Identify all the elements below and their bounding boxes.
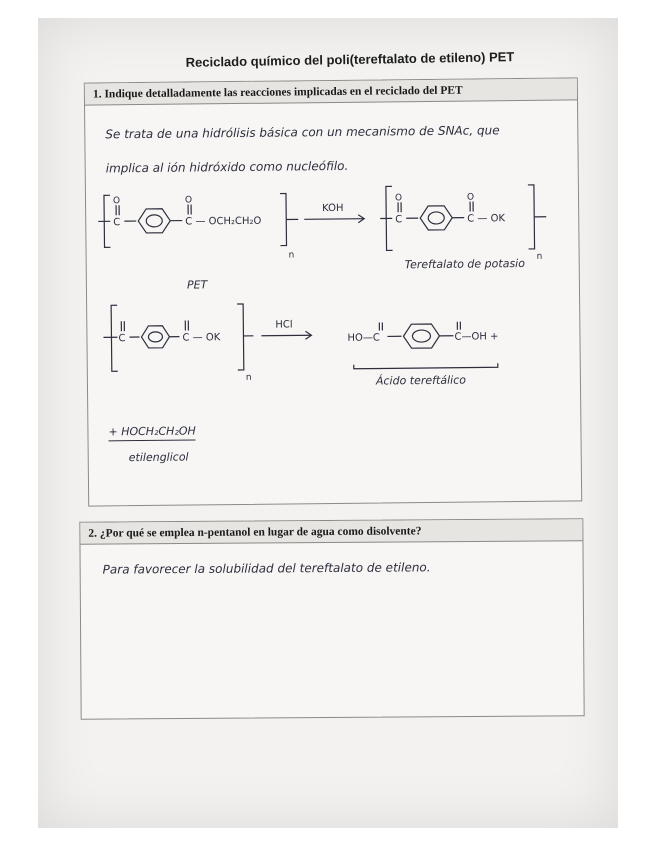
page-title: Reciclado químico del poli(tereftalato de etileno) PET — [185, 49, 515, 70]
r2-byproduct: + HOCH₂CH₂OH — [108, 424, 195, 441]
r1-reactant-label: PET — [186, 278, 208, 292]
question2-heading: 2. ¿Por qué se emplea n-pentanol en lugar de agua como disolvente? — [80, 519, 582, 545]
r1-repeat-n-product: n — [536, 251, 543, 262]
r1-reagent: KOH — [322, 202, 344, 215]
r2-product-right: C—OH + — [454, 331, 499, 343]
r2-product-left: HO—C — [347, 332, 380, 344]
question1-box — [84, 77, 582, 506]
r1-repeat-n: n — [288, 250, 295, 261]
question1-heading: 1. Indique detalladamente las reacciones implicadas en el reciclado del PET — [85, 78, 577, 105]
r2-carbon-left: C — [118, 333, 126, 345]
r1-reactant-group: C — OCH₂CH₂O — [185, 215, 262, 228]
r1-oxygen-3: O — [394, 193, 403, 204]
answer1-line1: Se trata de una hidrólisis básica con un mecanismo de SNAc, que — [105, 123, 500, 142]
answer2-text: Para favorecer la solubilidad del tereftalato de etileno. — [102, 560, 431, 577]
r2-product-label: Ácido tereftálico — [375, 373, 467, 388]
r1-carbon-left-product: C — [395, 214, 403, 226]
r2-reactant-group: C — OK — [182, 332, 221, 344]
r2-byproduct-label: etilenglicol — [128, 450, 189, 465]
r1-carbon-left: C — [113, 217, 121, 229]
r1-oxygen-2: O — [184, 195, 193, 206]
r2-reagent: HCl — [275, 319, 293, 331]
answer1-line2: implica al ión hidróxido como nucleófilo. — [105, 158, 349, 176]
question2-box — [79, 518, 584, 720]
r1-oxygen-4: O — [466, 192, 475, 203]
r1-product-group: C — OK — [467, 213, 506, 225]
reaction2-scheme — [97, 297, 568, 402]
r1-product-label: Tereftalato de potasio — [404, 256, 525, 272]
r2-repeat-n: n — [245, 372, 252, 383]
r1-oxygen-1: O — [112, 196, 121, 207]
